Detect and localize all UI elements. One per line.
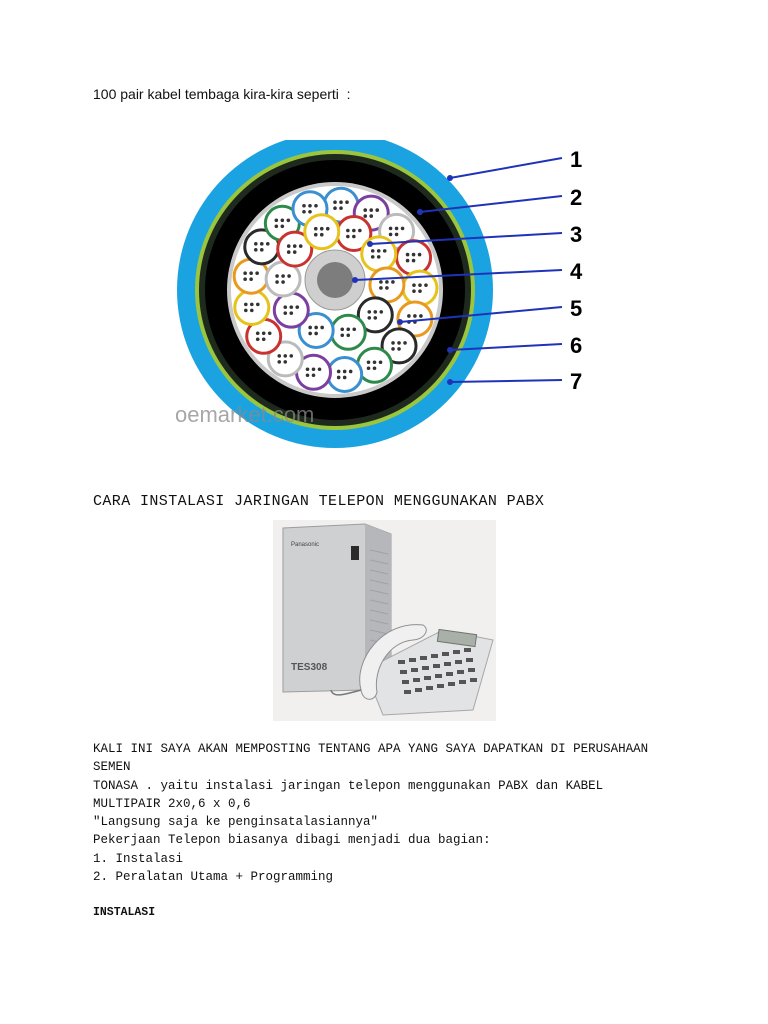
- wire-dot: [371, 255, 375, 259]
- wire-dot: [337, 370, 341, 374]
- wire-dot: [287, 218, 291, 222]
- wire-dot: [287, 274, 291, 278]
- section-title: CARA INSTALASI JARINGAN TELEPON MENGGUNAKAN PABX: [93, 493, 545, 510]
- phone-key: [422, 666, 429, 670]
- wire-dot: [373, 360, 377, 364]
- wire-dot: [337, 376, 341, 380]
- wire-dot: [302, 204, 306, 208]
- pair-bundle: [331, 315, 365, 349]
- callout-label: 5: [570, 296, 583, 321]
- wire-dot: [281, 224, 285, 228]
- pabx-photo-figure: [273, 520, 496, 721]
- wire-dot: [283, 360, 287, 364]
- watermark: oemarket.com: [175, 402, 315, 427]
- wire-dot: [367, 310, 371, 314]
- wire-dot: [352, 327, 356, 331]
- phone-key: [446, 672, 453, 676]
- phone-key: [459, 680, 466, 684]
- wire-dot: [277, 354, 281, 358]
- wire-dot: [314, 204, 318, 208]
- wire-dot: [254, 248, 258, 252]
- pair-bundle: [274, 293, 308, 327]
- wire-dot: [277, 360, 281, 364]
- wire-dot: [391, 341, 395, 345]
- wire-dot: [275, 218, 279, 222]
- wire-dot: [346, 229, 350, 233]
- callout-arrowhead: [352, 277, 358, 283]
- wire-dot: [395, 233, 399, 237]
- wire-dot: [377, 255, 381, 259]
- wire-dot: [289, 354, 293, 358]
- wire-dot: [343, 376, 347, 380]
- wire-dot: [371, 249, 375, 253]
- wire-dot: [373, 316, 377, 320]
- pair-bundle: [397, 241, 431, 275]
- body-line: 2. Peralatan Utama + Programming: [93, 870, 334, 885]
- phone-key: [431, 654, 438, 658]
- wire-dot: [389, 227, 393, 231]
- wire-dot: [320, 326, 324, 330]
- wire-dot: [256, 303, 260, 307]
- pabx-brand: Panasonic: [291, 542, 320, 548]
- phone-key: [455, 660, 462, 664]
- wire-dot: [395, 227, 399, 231]
- callout-arrowhead: [447, 379, 453, 385]
- wire-dot: [293, 244, 297, 248]
- cable-cross-section-figure: [170, 140, 610, 460]
- callout-label: 3: [570, 222, 583, 247]
- wire-dot: [346, 333, 350, 337]
- phone-key: [442, 652, 449, 656]
- wire-dot: [363, 208, 367, 212]
- wire-dot: [385, 286, 389, 290]
- wire-dot: [256, 337, 260, 341]
- wire-dot: [369, 208, 373, 212]
- wire-dot: [283, 311, 287, 315]
- wire-dot: [308, 326, 312, 330]
- wire-dot: [412, 259, 416, 263]
- wire-dot: [401, 227, 405, 231]
- wire-dot: [320, 233, 324, 237]
- wire-dot: [243, 271, 247, 275]
- wire-dot: [346, 235, 350, 239]
- callout-label: 6: [570, 333, 583, 358]
- body-line: SEMEN: [93, 760, 131, 775]
- wire-dot: [244, 303, 248, 307]
- pabx-model: TES308: [291, 662, 328, 673]
- wire-dot: [346, 327, 350, 331]
- wire-dot: [266, 242, 270, 246]
- wire-dot: [326, 227, 330, 231]
- wire-dot: [283, 354, 287, 358]
- wire-dot: [306, 373, 310, 377]
- wire-dot: [379, 286, 383, 290]
- wire-dot: [369, 214, 373, 218]
- phone-key: [400, 670, 407, 674]
- wire-dot: [308, 210, 312, 214]
- pair-bundle: [235, 290, 269, 324]
- phone-key: [404, 690, 411, 694]
- wire-dot: [244, 309, 248, 313]
- wire-dot: [333, 200, 337, 204]
- phone-key: [409, 658, 416, 662]
- wire-dot: [363, 214, 367, 218]
- wire-dot: [287, 244, 291, 248]
- callout-label: 7: [570, 369, 583, 394]
- wire-dot: [424, 283, 428, 287]
- wire-dot: [314, 326, 318, 330]
- phone-key: [457, 670, 464, 674]
- wire-dot: [379, 280, 383, 284]
- wire-dot: [379, 310, 383, 314]
- callout-label: 2: [570, 185, 583, 210]
- phone-key: [435, 674, 442, 678]
- wire-dot: [407, 314, 411, 318]
- callout-arrow: [450, 158, 562, 178]
- wire-dot: [320, 227, 324, 231]
- callout-label: 4: [570, 259, 583, 284]
- body-line: 1. Instalasi: [93, 851, 184, 866]
- callout-arrowhead: [397, 319, 403, 325]
- wire-dot: [377, 249, 381, 253]
- phone-key: [453, 650, 460, 654]
- wire-dot: [367, 316, 371, 320]
- phone-key: [420, 656, 427, 660]
- wire-dot: [418, 283, 422, 287]
- phone-key: [437, 684, 444, 688]
- wire-dot: [275, 280, 279, 284]
- wire-dot: [314, 332, 318, 336]
- body-line: TONASA . yaitu instalasi jaringan telepon menggunakan PABX dan KABEL: [93, 778, 604, 793]
- wire-dot: [250, 303, 254, 307]
- body-line: Pekerjaan Telepon biasanya dibagi menjadi dua bagian:: [93, 833, 491, 848]
- body-line: MULTIPAIR 2x0,6 x 0,6: [93, 796, 251, 811]
- callout-arrow: [450, 380, 562, 382]
- wire-dot: [260, 248, 264, 252]
- wire-dot: [275, 274, 279, 278]
- wire-dot: [412, 283, 416, 287]
- wire-dot: [295, 305, 299, 309]
- phone-key: [402, 680, 409, 684]
- body-text: [93, 740, 693, 886]
- wire-dot: [312, 373, 316, 377]
- wire-dot: [373, 366, 377, 370]
- phone-key: [464, 648, 471, 652]
- wire-dot: [281, 218, 285, 222]
- wire-dot: [333, 206, 337, 210]
- wire-dot: [308, 332, 312, 336]
- wire-dot: [389, 233, 393, 237]
- phone-key: [415, 688, 422, 692]
- wire-dot: [260, 242, 264, 246]
- wire-dot: [281, 280, 285, 284]
- wire-dot: [262, 337, 266, 341]
- wire-dot: [275, 224, 279, 228]
- wire-dot: [314, 227, 318, 231]
- phone-key: [444, 662, 451, 666]
- callout-label: 1: [570, 147, 583, 172]
- callout-arrowhead: [447, 175, 453, 181]
- wire-dot: [412, 253, 416, 257]
- wire-dot: [281, 274, 285, 278]
- pair-bundle: [305, 215, 339, 249]
- center-core: [317, 262, 353, 298]
- callout-arrowhead: [447, 347, 453, 353]
- wire-dot: [406, 253, 410, 257]
- wire-dot: [254, 242, 258, 246]
- wire-dot: [340, 333, 344, 337]
- wire-dot: [302, 210, 306, 214]
- wire-dot: [358, 229, 362, 233]
- wire-dot: [312, 367, 316, 371]
- wire-dot: [249, 271, 253, 275]
- phone-key: [424, 676, 431, 680]
- callout-arrowhead: [417, 209, 423, 215]
- wire-dot: [418, 289, 422, 293]
- phone-key: [468, 668, 475, 672]
- wire-dot: [283, 305, 287, 309]
- body-line: KALI INI SAYA AKAN MEMPOSTING TENTANG APA YANG SAYA DAPATKAN DI PERUSAHAAN: [93, 742, 649, 756]
- wire-dot: [289, 305, 293, 309]
- phone-key: [398, 660, 405, 664]
- callout-arrowhead: [367, 241, 373, 247]
- wire-dot: [383, 249, 387, 253]
- phone-key: [433, 664, 440, 668]
- wire-dot: [340, 327, 344, 331]
- body-line: "Langsung saja ke penginsatalasiannya": [93, 815, 379, 830]
- phone-key: [448, 682, 455, 686]
- wire-dot: [367, 366, 371, 370]
- pair-bundle: [328, 357, 362, 391]
- wire-dot: [306, 367, 310, 371]
- wire-dot: [352, 235, 356, 239]
- wire-dot: [375, 208, 379, 212]
- wire-dot: [403, 341, 407, 345]
- phone-key: [413, 678, 420, 682]
- wire-dot: [339, 200, 343, 204]
- wire-dot: [293, 250, 297, 254]
- wire-dot: [262, 331, 266, 335]
- wire-dot: [243, 277, 247, 281]
- wire-dot: [308, 204, 312, 208]
- wire-dot: [391, 347, 395, 351]
- wire-dot: [249, 277, 253, 281]
- wire-dot: [349, 370, 353, 374]
- wire-dot: [391, 280, 395, 284]
- phone-key: [466, 658, 473, 662]
- wire-dot: [299, 244, 303, 248]
- wire-dot: [412, 289, 416, 293]
- phone-key: [411, 668, 418, 672]
- wire-dot: [318, 367, 322, 371]
- wire-dot: [413, 314, 417, 318]
- phone-key: [470, 678, 477, 682]
- wire-dot: [339, 206, 343, 210]
- wire-dot: [343, 370, 347, 374]
- wire-dot: [367, 360, 371, 364]
- wire-dot: [397, 347, 401, 351]
- wire-dot: [268, 331, 272, 335]
- wire-dot: [256, 331, 260, 335]
- wire-dot: [314, 233, 318, 237]
- phone-key: [426, 686, 433, 690]
- wire-dot: [373, 310, 377, 314]
- wire-dot: [379, 360, 383, 364]
- intro-text: 100 pair kabel tembaga kira-kira seperti :: [93, 86, 351, 102]
- section-heading-instalasi: INSTALASI: [93, 906, 156, 919]
- wire-dot: [419, 314, 423, 318]
- wire-dot: [352, 229, 356, 233]
- wire-dot: [406, 259, 410, 263]
- wire-dot: [250, 309, 254, 313]
- wire-dot: [289, 311, 293, 315]
- wire-dot: [397, 341, 401, 345]
- wire-dot: [345, 200, 349, 204]
- wire-dot: [418, 253, 422, 257]
- wire-dot: [255, 271, 259, 275]
- wire-dot: [385, 280, 389, 284]
- wire-dot: [287, 250, 291, 254]
